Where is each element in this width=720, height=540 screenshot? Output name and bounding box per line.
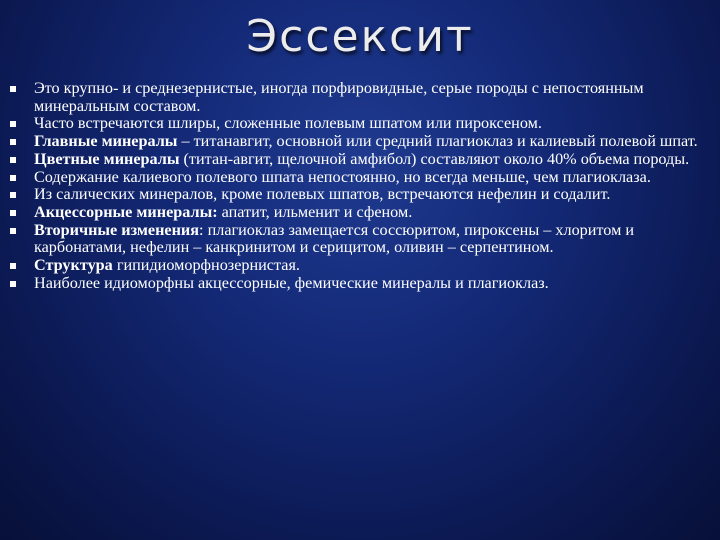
bullet-body: гипидиоморфнозернистая. xyxy=(112,256,300,275)
bullet-body: – титанавгит, основной или средний плагиоклаз и калиевый полевой шпат. xyxy=(177,132,698,151)
bullet-text xyxy=(34,150,689,168)
square-bullet-icon xyxy=(10,263,16,269)
bullet-item xyxy=(10,80,710,115)
square-bullet-icon xyxy=(10,157,16,163)
bullet-text xyxy=(34,132,698,150)
bullet-body: апатит, ильменит и сфеном. xyxy=(217,202,413,221)
bullet-bold: Главные минералы xyxy=(34,132,178,151)
bullet-body: : плагиоклаз замещается соссюритом, пироксены – хлоритом и карбонатами, нефелин – канкринитом и серицитом, оливин – серпентином. xyxy=(34,220,635,257)
bullet-text xyxy=(34,274,549,292)
bullet-item xyxy=(10,257,710,275)
bullet-item xyxy=(10,115,710,133)
bullet-item xyxy=(10,186,710,204)
bullet-body: Наиболее идиоморфны акцессорные, фемические минералы и плагиоклаз. xyxy=(34,273,549,292)
bullet-bold: Вторичные изменения xyxy=(34,220,200,239)
bullet-text xyxy=(34,79,644,115)
bullet-item xyxy=(10,133,710,151)
square-bullet-icon xyxy=(10,281,16,287)
bullet-item xyxy=(10,151,710,169)
bullet-body: Содержание калиевого полевого шпата непостоянно, но всегда меньше, чем плагиоклаза. xyxy=(34,167,651,186)
bullet-item xyxy=(10,169,710,187)
bullet-body: Из салических минералов, кроме полевых шпатов, встречаются нефелин и содалит. xyxy=(34,185,611,204)
bullet-text xyxy=(34,114,542,132)
bullet-item xyxy=(10,275,710,293)
square-bullet-icon xyxy=(10,121,16,127)
square-bullet-icon xyxy=(10,192,16,198)
square-bullet-icon xyxy=(10,228,16,234)
bullet-text xyxy=(34,168,651,186)
bullet-bold: Структура xyxy=(34,256,113,275)
bullet-body: Часто встречаются шлиры, сложенные полевым шпатом или пироксеном. xyxy=(34,114,542,133)
square-bullet-icon xyxy=(10,139,16,145)
bullet-text xyxy=(34,203,412,221)
bullet-body: Это крупно- и среднезернистые, иногда порфировидные, серые породы с непостоянным минеральным составом. xyxy=(34,79,644,115)
slide-title: Эссексит xyxy=(246,11,474,62)
square-bullet-icon xyxy=(10,86,16,92)
square-bullet-icon xyxy=(10,175,16,181)
bullet-item xyxy=(10,222,710,257)
bullet-list xyxy=(10,80,710,292)
bullet-text xyxy=(34,185,610,203)
bullet-text xyxy=(34,221,634,257)
bullet-bold: Цветные минералы xyxy=(34,149,180,168)
square-bullet-icon xyxy=(10,210,16,216)
bullet-bold: Акцессорные минералы: xyxy=(34,202,218,221)
bullet-body: (титан-авгит, щелочной амфибол) составляют около 40% объема породы. xyxy=(179,149,690,168)
bullet-text xyxy=(34,256,300,274)
bullet-item xyxy=(10,204,710,222)
